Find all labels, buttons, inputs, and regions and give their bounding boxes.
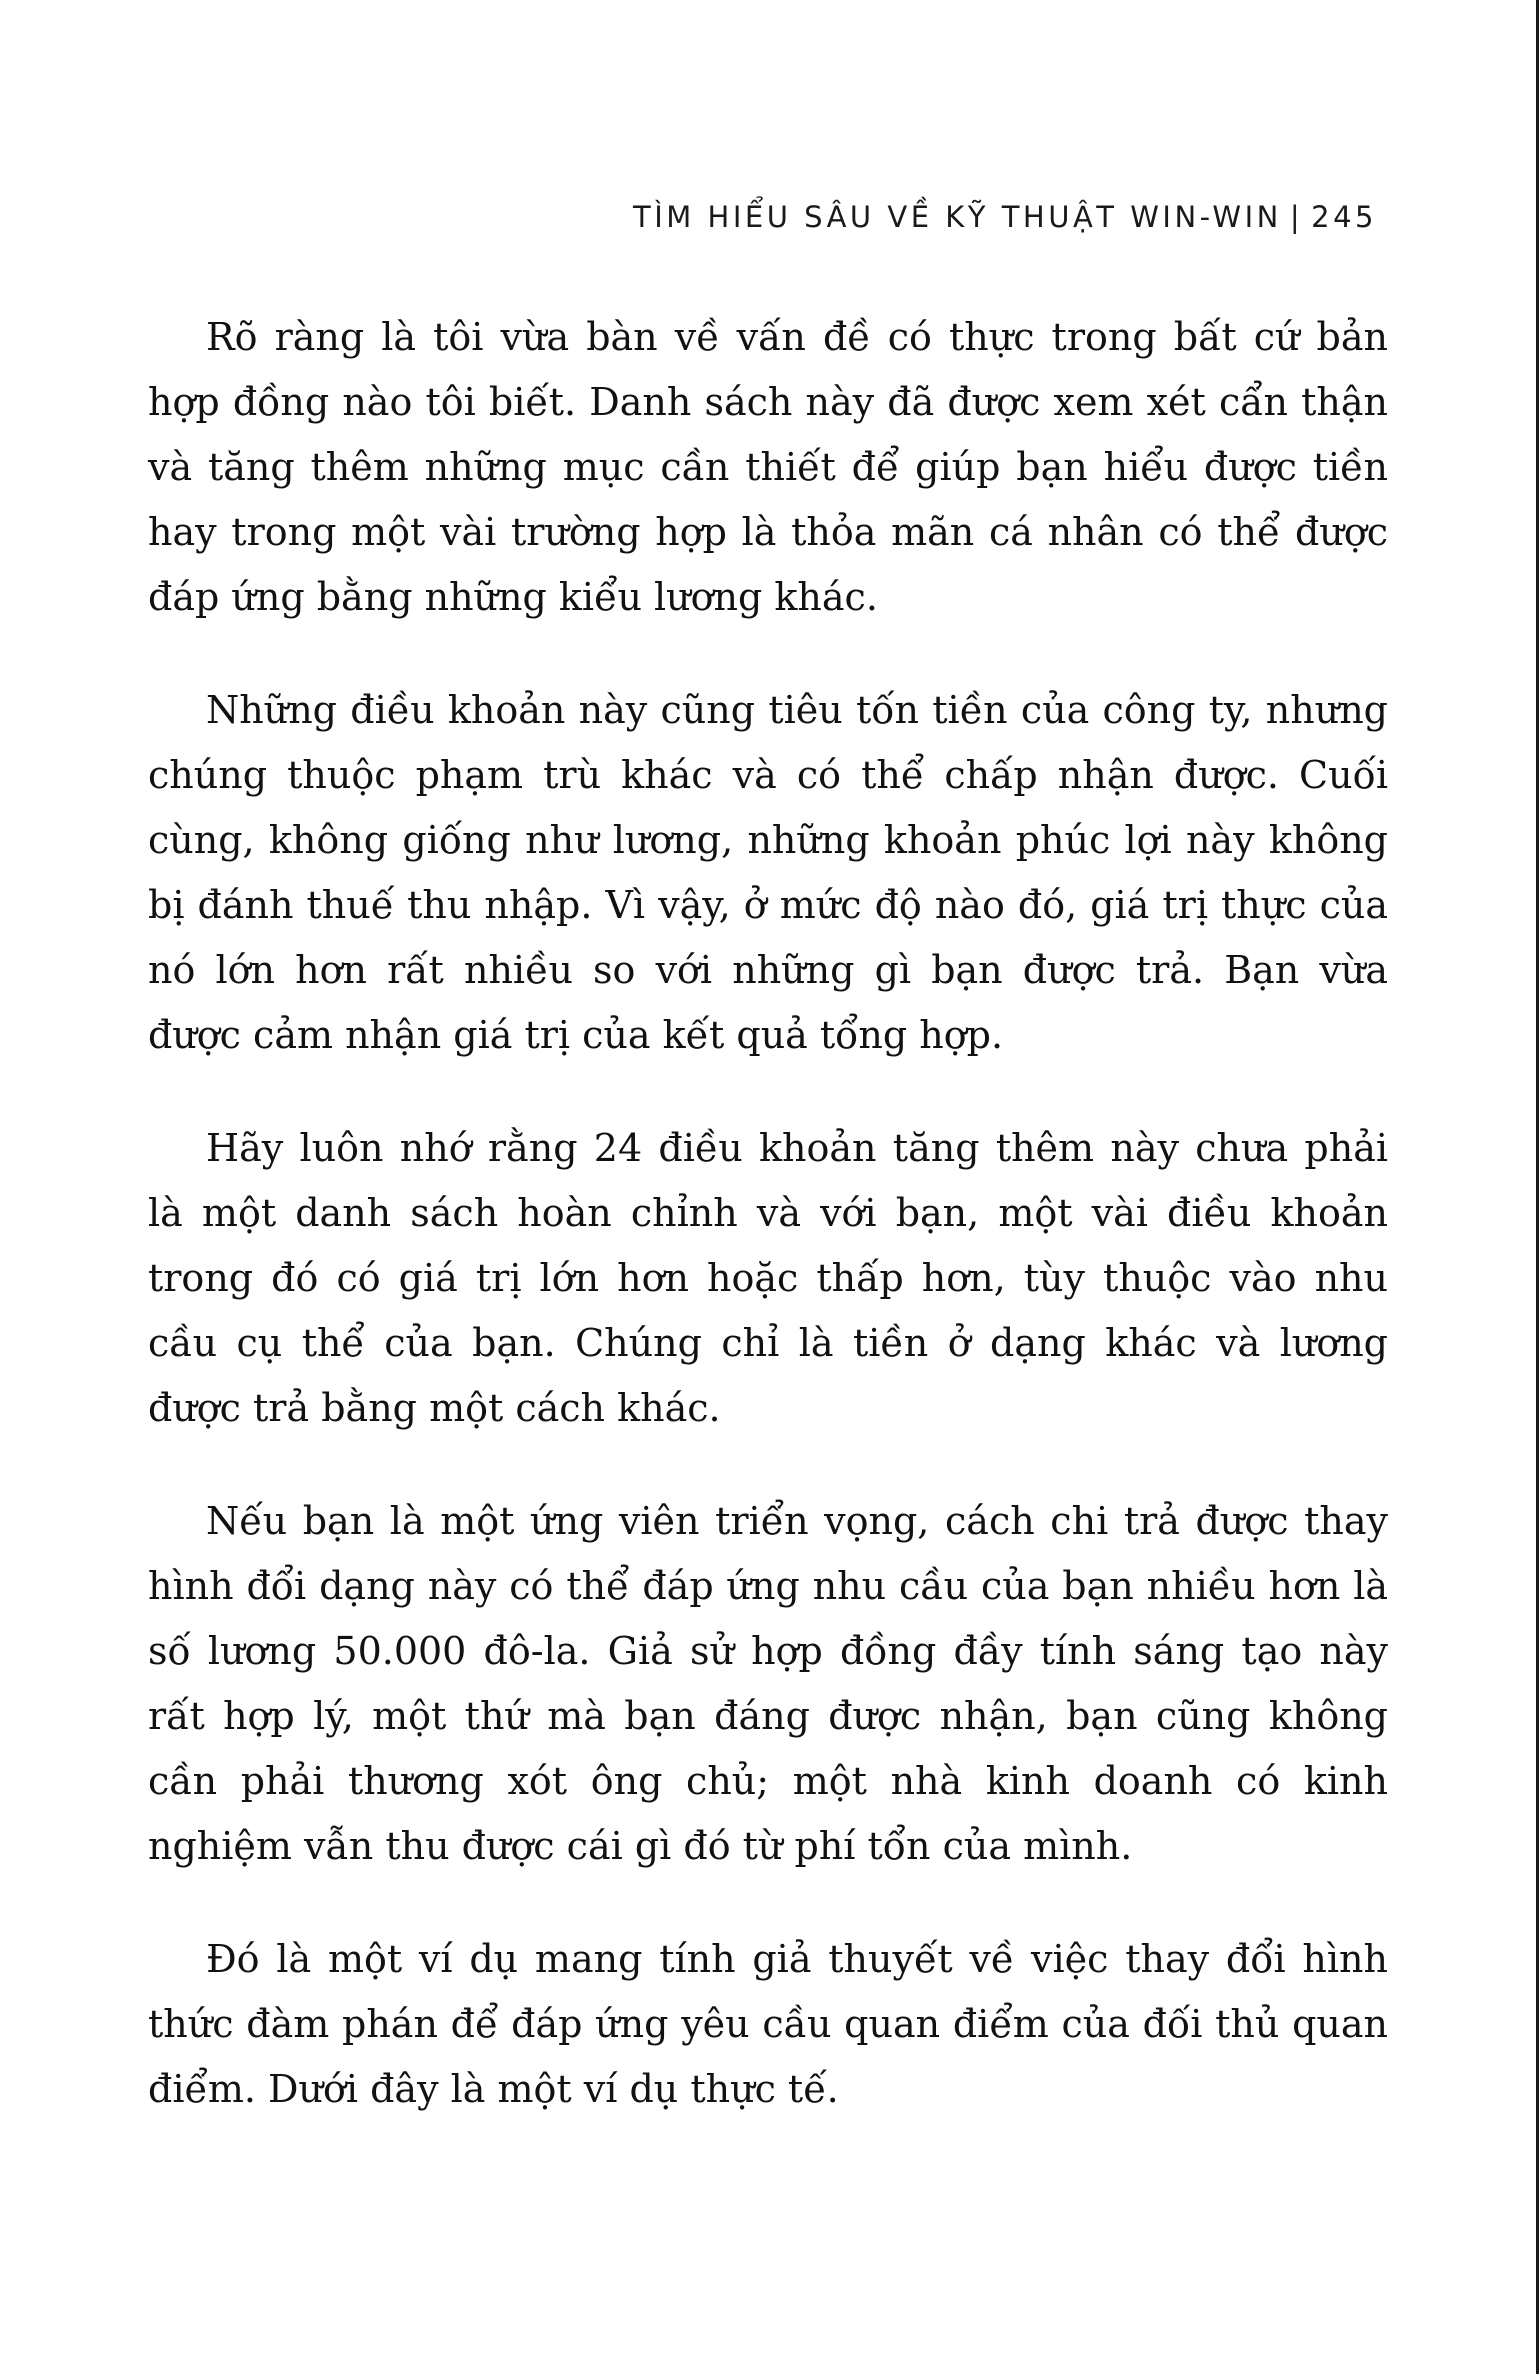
paragraph-5: Đó là một ví dụ mang tính giả thuyết về việc thay đổi hình thức đàm phán để đáp ứng yêu cầu quan điểm của đối thủ quan điểm. Dưới đây là một ví dụ thực tế. — [148, 1937, 1388, 2111]
running-header — [633, 200, 1377, 234]
page-number: 245 — [1311, 200, 1377, 234]
body-text — [148, 305, 1388, 2170]
paragraph-3: Hãy luôn nhớ rằng 24 điều khoản tăng thêm này chưa phải là một danh sách hoàn chỉnh và với bạn, một vài điều khoản trong đó có giá trị lớn hơn hoặc thấp hơn, tùy thuộc vào nhu cầu cụ thể của bạn. Chúng chỉ là tiền ở dạng khác và lương được trả bằng một cách khác. — [148, 1126, 1388, 1430]
paragraph-2: Những điều khoản này cũng tiêu tốn tiền của công ty, nhưng chúng thuộc phạm trù khác và có thể chấp nhận được. Cuối cùng, không giống như lương, những khoản phúc lợi này không bị đánh thuế thu nhập. Vì vậy, ở mức độ nào đó, giá trị thực của nó lớn hơn rất nhiều so với những gì bạn được trả. Bạn vừa được cảm nhận giá trị của kết quả tổng hợp. — [148, 688, 1388, 1057]
chapter-title: TÌM HIỂU SÂU VỀ KỸ THUẬT WIN-WIN — [633, 200, 1282, 234]
paragraph-4: Nếu bạn là một ứng viên triển vọng, cách chi trả được thay hình đổi dạng này có thể đáp ứng nhu cầu của bạn nhiều hơn là số lương 50.000 đô-la. Giả sử hợp đồng đầy tính sáng tạo này rất hợp lý, một thứ mà bạn đáng được nhận, bạn cũng không cần phải thương xót ông chủ; một nhà kinh doanh có kinh nghiệm vẫn thu được cái gì đó từ phí tổn của mình. — [148, 1499, 1388, 1868]
paragraph-1: Rõ ràng là tôi vừa bàn về vấn đề có thực trong bất cứ bản hợp đồng nào tôi biết. Danh sách này đã được xem xét cẩn thận và tăng thêm những mục cần thiết để giúp bạn hiểu được tiền hay trong một vài trường hợp là thỏa mãn cá nhân có thể được đáp ứng bằng những kiểu lương khác. — [148, 315, 1388, 619]
header-separator: | — [1289, 200, 1304, 234]
